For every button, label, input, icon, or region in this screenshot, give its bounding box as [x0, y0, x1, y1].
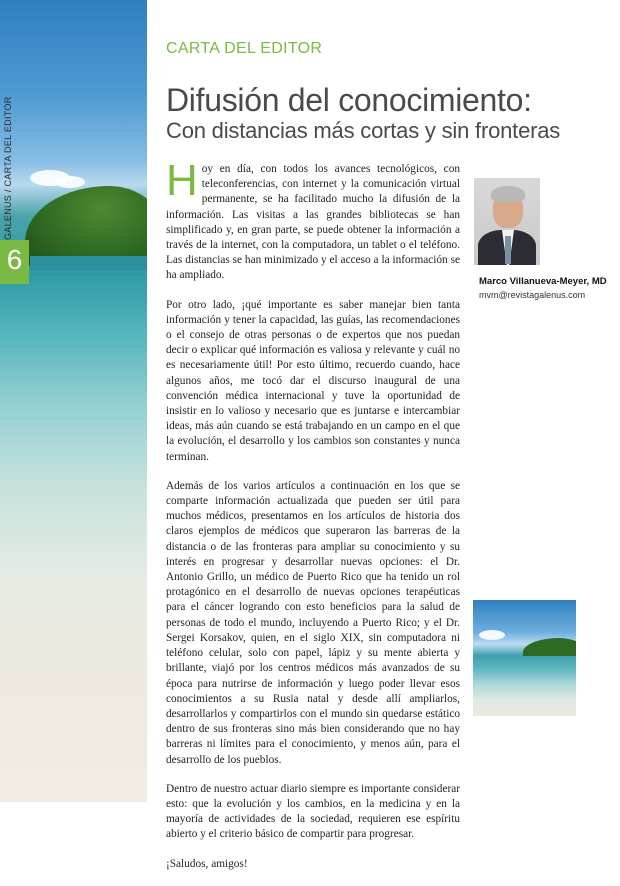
cloud — [55, 176, 85, 188]
author-photo — [474, 178, 540, 265]
paragraph-1 — [166, 156, 460, 284]
island-hill — [523, 638, 576, 656]
paragraph-2: Por otro lado, ¡qué importante es saber manejar bien tanta información y tener la capacidad, las guías, las recomendaciones o el consejo de otras personas o de expertos que nos puedan decir o explicar qué información es valiosa y relevante y cuál no es necesariamente útil! Por esto último, recuerdo cuando, hace algunos años, me tocó dar el discurso inaugural de una convención médica internacional y tuve la oportunidad de insistir en lo valioso y necesario que es juntarse e intercambiar ideas, más aún cuando se está trabajando en un campo en el que la evolución, el desarrollo y los cambios son constantes y nunca terminan. — [166, 298, 460, 463]
paragraph-1-text: oy en día, con todos los avances tecnológicos, con teleconferencias, con internet y la comunicación virtual permanente, se ha facilitado mucho la difusión de la información. Las visitas a las grandes bibliotecas se han simplificado y, en gran parte, se puede obtener la información a través de la internet, con la computadora, un tablet o el teléfono. Las distancias se han minimizado y el acceso a la información se ha ampliado. — [166, 163, 460, 282]
island-hill — [25, 186, 147, 266]
hair — [491, 186, 525, 202]
beach-side-image — [0, 0, 147, 802]
drop-cap: H — [166, 156, 198, 205]
shoreline — [30, 256, 147, 270]
article-body — [166, 156, 460, 886]
section-label: CARTA DEL EDITOR — [166, 40, 323, 57]
paragraph-5: ¡Saludos, amigos! — [166, 857, 248, 870]
article-title: Difusión del conocimiento: — [166, 82, 532, 118]
vertical-section-label: GALENUS / CARTA DEL EDITOR — [3, 96, 13, 240]
beach-thumbnail — [473, 600, 576, 716]
cloud — [479, 630, 505, 640]
author-name: Marco Villanueva-Meyer, MD — [479, 276, 607, 287]
author-email: mvm@revistagalenus.com — [479, 290, 586, 300]
page-number: 6 — [6, 244, 23, 275]
paragraph-4: Dentro de nuestro actuar diario siempre es importante considerar esto: que la evolución y los cambios, en la medicina y en la mayoría de actividades de la sociedad, requieren ese espíritu abierto y el criterio básico de compartir para progresar. — [166, 782, 460, 841]
article-subtitle: Con distancias más cortas y sin fronteras — [166, 118, 561, 143]
tie — [505, 236, 511, 264]
paragraph-3: Además de los varios artículos a continuación en los que se comparte información actualizada que pueden ser útil para muchos médicos, presentamos en los artículos de historia dos claros ejemplos de médicos que superaron las barreras de la distancia o de las fronteras para ampliar su conocimiento y su interés en progresar y desarrollar nuevas opciones: el Dr. Antonio Grillo, un médico de Puerto Rico que ha tenido un rol protagónico en el desarrollo de nuevas opciones terapéuticas para el cáncer logrando con esto beneficios para la salud de personas de todo el mundo, incluyendo a Puerto Rico; y el Dr. Sergei Korsakov, quien, en el siglo XIX, sin computadora ni teléfono celular, solo con papel, lápiz y su mente abierta y brillante, viajó por los centros médicos más avanzados de su época para nutrirse de información y luego poder llevar esos conocimientos a su Rusia natal y desde allí ampliarlos, desarrollarlos y compartirlos con el mundo sin quedarse estático dentro de sus fronteras sino más bien considerando que no hay barreras ni límites para el conocimiento, y menos aún, para el desarrollo de los pueblos. — [166, 479, 460, 766]
